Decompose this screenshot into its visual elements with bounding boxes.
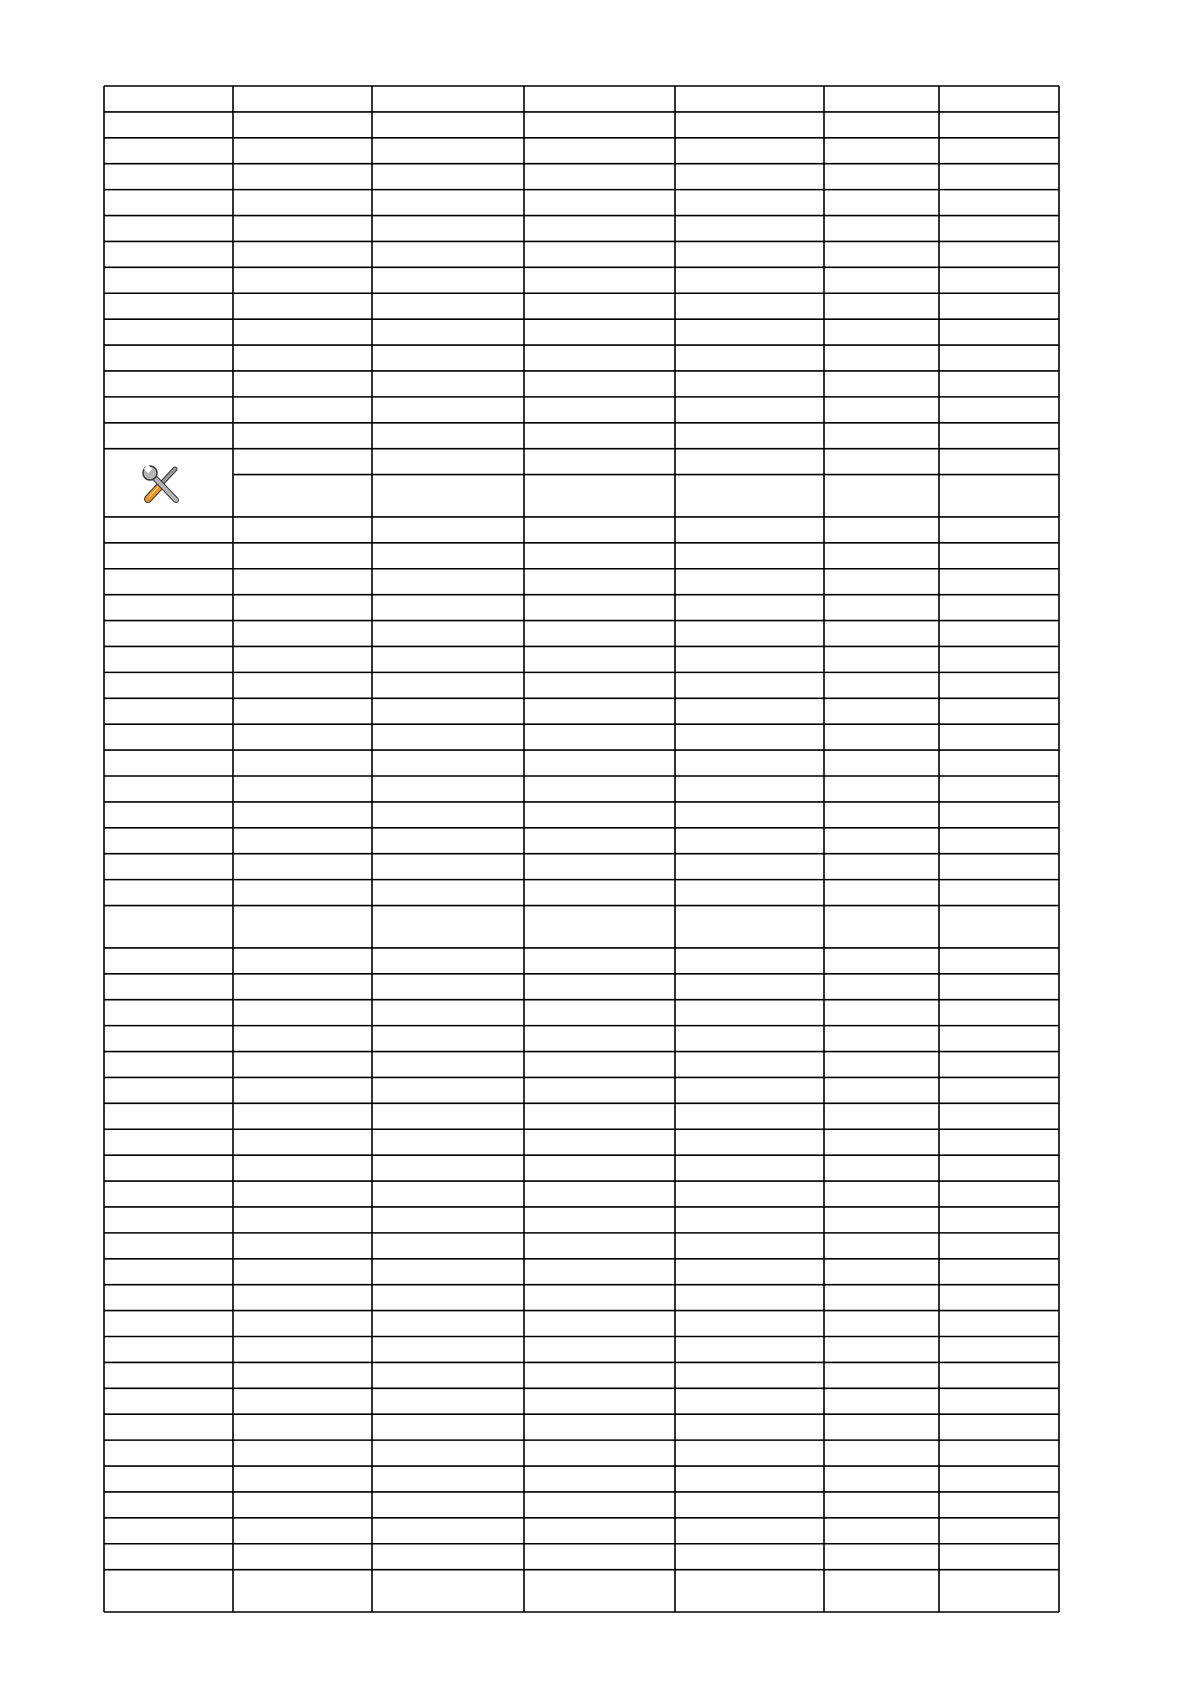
tools-icon	[141, 464, 183, 506]
